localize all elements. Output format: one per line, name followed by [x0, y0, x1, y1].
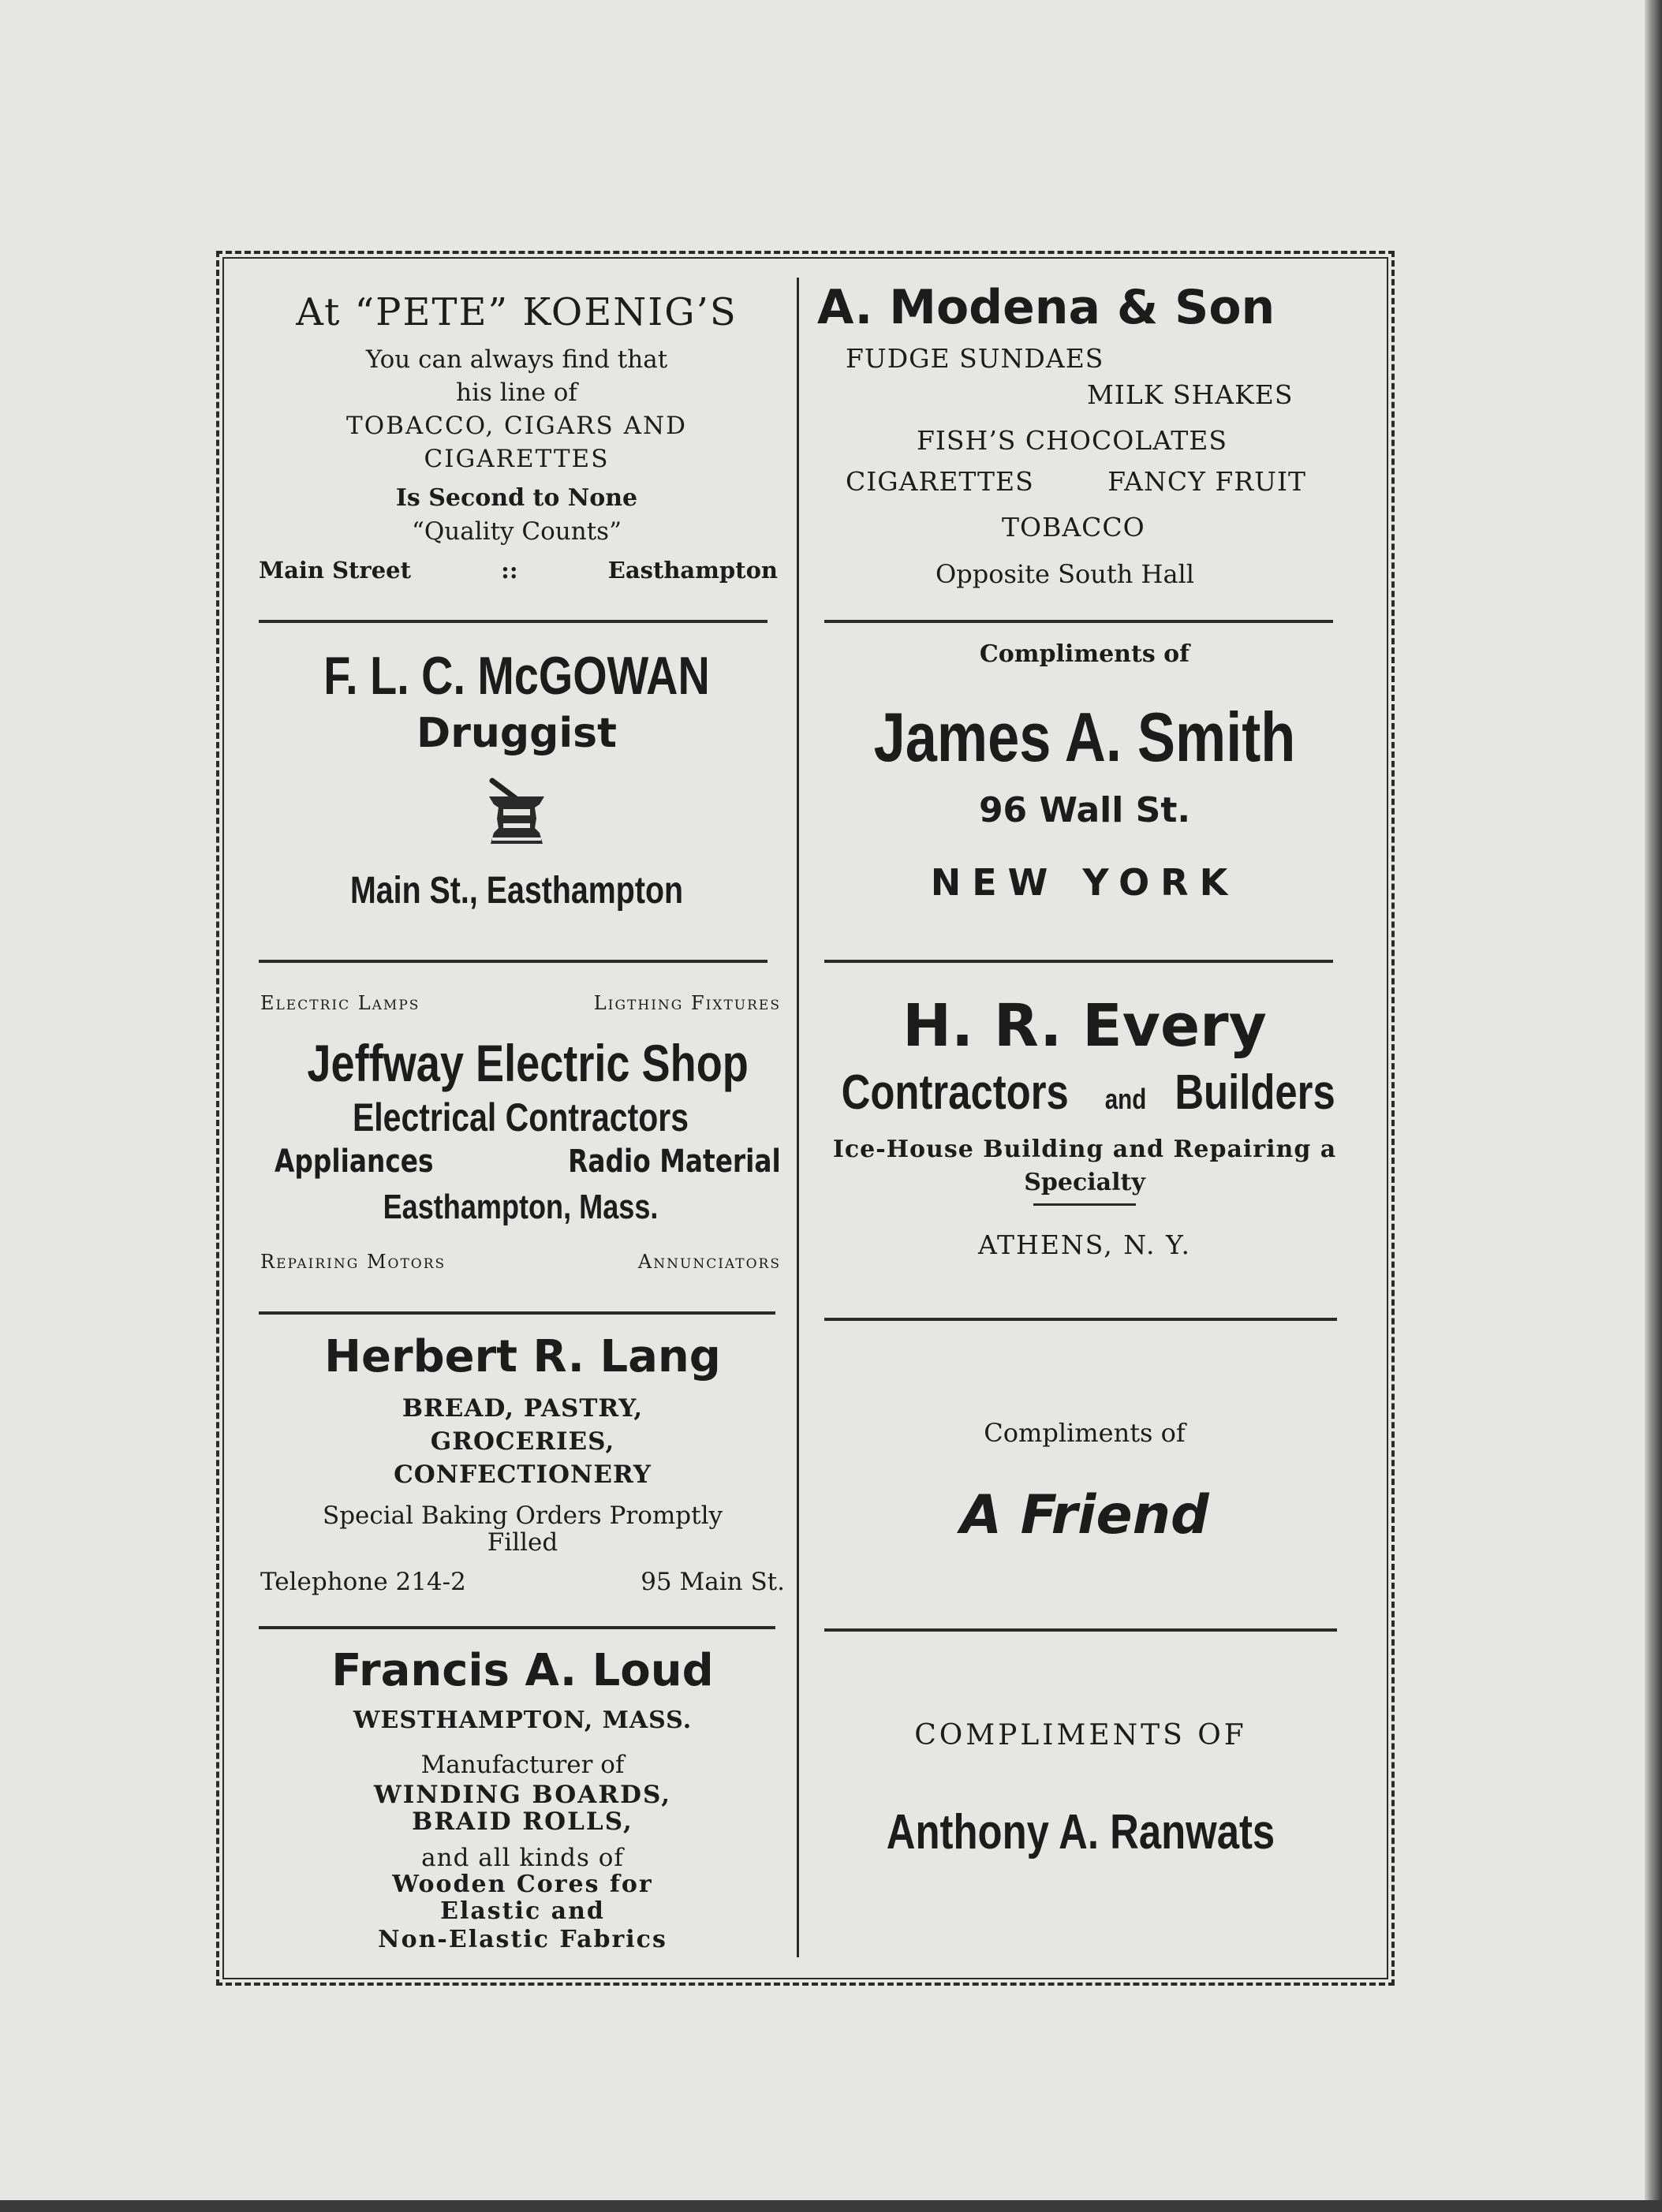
- koenig-line-6: “Quality Counts”: [412, 517, 622, 546]
- koenig-line-4: CIGARETTES: [424, 445, 610, 473]
- ad-lang: [260, 1331, 785, 1596]
- lang-name: Herbert R. Lang: [324, 1331, 721, 1382]
- friend-name: A Friend: [960, 1484, 1209, 1546]
- every-sub: [812, 1065, 1357, 1136]
- every-builders: Builders: [1174, 1065, 1335, 1120]
- jeffway-appliances: Appliances: [275, 1143, 434, 1180]
- loud-line-1: Manufacturer of: [420, 1751, 625, 1779]
- koenig-town: Easthampton: [607, 557, 778, 584]
- loud-line-6: Elastic and: [440, 1897, 605, 1925]
- lang-line-5: Filled: [487, 1528, 558, 1557]
- koenig-title: At “PETE” KOENIG’S: [296, 290, 738, 334]
- jeffway-bottom-right: Annunciators: [637, 1251, 781, 1273]
- ad-ranwats: [812, 1719, 1349, 1860]
- rule-right-4: [824, 1628, 1337, 1632]
- every-and: and: [1104, 1083, 1146, 1115]
- lang-address: 95 Main St.: [641, 1568, 785, 1596]
- every-desc-2: Specialty: [1024, 1169, 1145, 1196]
- koenig-line-1: You can always find that: [365, 345, 668, 374]
- page-bottom-shadow: [0, 2200, 1662, 2212]
- mortar-and-pestle-icon: [481, 773, 552, 852]
- modena-item-6: TOBACCO: [1002, 512, 1145, 543]
- lang-footer: [260, 1568, 785, 1596]
- lang-line-3: CONFECTIONERY: [394, 1460, 652, 1489]
- lang-line-2: GROCERIES,: [430, 1427, 615, 1456]
- ad-loud: [260, 1645, 785, 1953]
- koenig-street: Main Street: [259, 557, 412, 584]
- loud-name: Francis A. Loud: [331, 1645, 714, 1696]
- rule-right-2: [824, 960, 1333, 963]
- rule-left-2: [259, 960, 768, 963]
- column-divider: [797, 278, 799, 1957]
- modena-item-4: CIGARETTES: [846, 466, 1034, 497]
- jeffway-radio: Radio Material: [568, 1143, 781, 1180]
- modena-item-1: FUDGE SUNDAES: [846, 343, 1104, 374]
- loud-line-3: BRAID ROLLS,: [412, 1807, 633, 1836]
- ranwats-compliments: COMPLIMENTS OF: [914, 1719, 1247, 1751]
- every-name: H. R. Every: [902, 992, 1267, 1060]
- every-rule: [1033, 1203, 1136, 1206]
- mcgowan-address: Main St., Easthampton: [349, 870, 684, 912]
- jeffway-top-right: Ligthing Fixtures: [593, 992, 781, 1014]
- smith-city: NEW YORK: [930, 861, 1239, 904]
- mcgowan-role: Druggist: [416, 710, 617, 757]
- jeffway-bottom-left: Repairing Motors: [260, 1251, 446, 1273]
- koenig-line-2: his line of: [456, 379, 577, 407]
- modena-item-3: FISH’S CHOCOLATES: [917, 425, 1227, 456]
- loud-city: WESTHAMPTON, MASS.: [353, 1707, 693, 1734]
- loud-line-4: and all kinds of: [421, 1844, 624, 1872]
- page-edge: [1645, 0, 1662, 2212]
- ad-modena: [812, 280, 1357, 589]
- lang-line-1: BREAD, PASTRY,: [401, 1394, 644, 1423]
- jeffway-top-left: Electric Lamps: [260, 992, 420, 1014]
- jeffway-top: [260, 992, 781, 1033]
- lang-line-4: Special Baking Orders Promptly: [322, 1501, 723, 1530]
- ad-jeffway: [260, 992, 781, 1273]
- ad-friend: [812, 1418, 1357, 1546]
- rule-right-3: [824, 1318, 1337, 1321]
- loud-line-2: WINDING BOARDS,: [373, 1781, 672, 1809]
- modena-item-5: FANCY FRUIT: [1107, 466, 1306, 497]
- smith-name: James A. Smith: [873, 698, 1296, 776]
- rule-left-1: [259, 620, 768, 623]
- ranwats-name: Anthony A. Ranwats: [886, 1805, 1275, 1859]
- ad-mcgowan: [252, 645, 781, 912]
- rule-left-4: [259, 1626, 775, 1629]
- koenig-separator: ::: [501, 557, 518, 584]
- ad-smith: [812, 640, 1357, 904]
- mcgowan-name: F. L. C. McGOWAN: [323, 646, 710, 706]
- jeffway-city: Easthampton, Mass.: [383, 1188, 659, 1226]
- smith-compliments: Compliments of: [979, 640, 1190, 668]
- lang-telephone: Telephone 214-2: [260, 1568, 466, 1596]
- jeffway-bottom: [260, 1251, 781, 1273]
- jeffway-mid: [260, 1143, 781, 1188]
- modena-location: Opposite South Hall: [936, 559, 1194, 589]
- loud-line-7: Non-Elastic Fabrics: [378, 1926, 667, 1953]
- ad-every: [812, 992, 1357, 1260]
- every-city: ATHENS, N. Y.: [978, 1229, 1191, 1260]
- jeffway-name: Jeffway Electric Shop: [307, 1034, 749, 1092]
- smith-street: 96 Wall St.: [978, 790, 1191, 830]
- every-desc-1: Ice-House Building and Repairing a: [832, 1136, 1337, 1163]
- modena-item-2: MILK SHAKES: [1087, 379, 1294, 410]
- koenig-line-3: TOBACCO, CIGARS AND: [346, 412, 687, 440]
- koenig-line-5: Is Second to None: [395, 484, 638, 512]
- friend-compliments: Compliments of: [984, 1418, 1186, 1448]
- rule-left-3: [259, 1311, 775, 1315]
- koenig-footer: [252, 557, 781, 584]
- rule-right-1: [824, 620, 1333, 623]
- modena-title: A. Modena & Son: [817, 280, 1275, 335]
- modena-row: [812, 466, 1357, 512]
- ad-koenig: [252, 290, 781, 584]
- jeffway-sub: Electrical Contractors: [352, 1095, 689, 1140]
- every-contractors: Contractors: [841, 1065, 1070, 1120]
- loud-line-5: Wooden Cores for: [392, 1871, 653, 1898]
